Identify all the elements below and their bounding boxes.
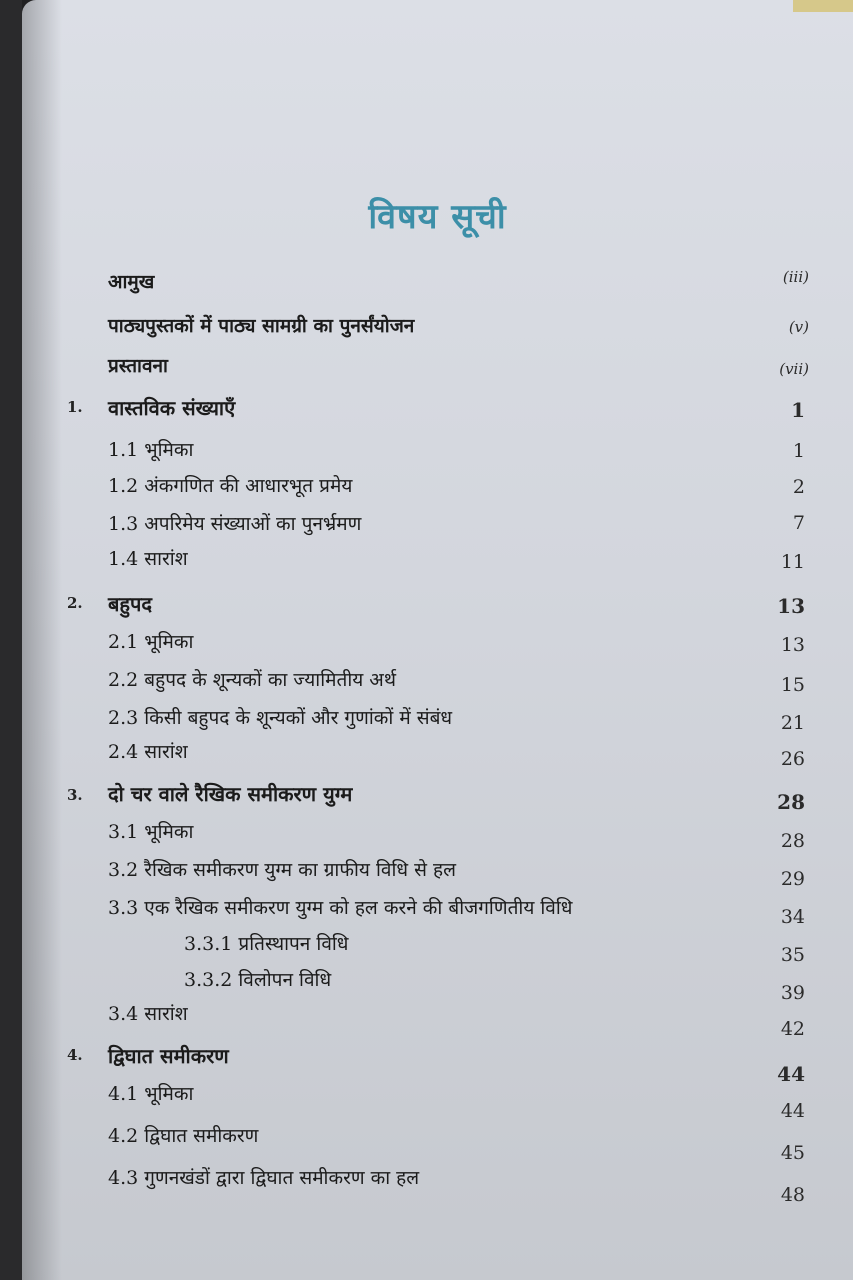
toc-chapter [22, 590, 853, 620]
section-page: 48 [780, 1184, 805, 1206]
section-page: 29 [780, 868, 805, 890]
section-label: 4.2 द्विघात समीकरण [108, 1125, 259, 1147]
section-label: 3.2 रैखिक समीकरण युग्म का ग्राफीय विधि से हल [108, 859, 456, 881]
toc-section [22, 666, 853, 696]
section-label: 4.1 भूमिका [108, 1083, 194, 1105]
toc-section [22, 472, 853, 502]
section-label: 2.2 बहुपद के शून्यकों का ज्यामितीय अर्थ [108, 669, 396, 691]
toc-section [22, 818, 853, 852]
section-page: 21 [780, 712, 805, 734]
section-page: 1 [792, 440, 805, 462]
section-page: 7 [792, 512, 805, 534]
chapter-page: 44 [777, 1062, 805, 1086]
toc-entry-label: आमुख [108, 271, 155, 293]
section-label: 3.4 सारांश [108, 1003, 188, 1025]
cover-edge [793, 0, 853, 12]
toc-chapter [22, 1042, 853, 1086]
section-label: 1.3 अपरिमेय संख्याओं का पुनर्भ्रमण [108, 513, 362, 535]
toc-chapter [22, 780, 853, 814]
section-page: 26 [780, 748, 805, 770]
section-label: 1.4 सारांश [108, 548, 188, 570]
book-page [22, 0, 853, 1280]
toc-entry-page: (iii) [782, 268, 809, 286]
chapter-page: 13 [777, 594, 805, 618]
toc-section [22, 1122, 853, 1164]
chapter-title: बहुपद [108, 592, 153, 616]
chapter-page: 1 [791, 398, 805, 422]
toc-section [22, 856, 853, 890]
section-page: 44 [780, 1100, 805, 1122]
chapter-title: दो चर वाले रैखिक समीकरण युग्म [108, 782, 353, 806]
toc-section [22, 738, 853, 768]
toc-entry-label: प्रस्तावना [108, 355, 168, 377]
chapter-number: 1. [67, 398, 83, 416]
section-page: 42 [780, 1018, 805, 1040]
toc-chapter [22, 394, 853, 424]
section-page: 28 [780, 830, 805, 852]
chapter-title: वास्तविक संख्याएँ [108, 396, 236, 420]
section-page: 15 [780, 674, 805, 696]
subsection-label: 3.3.2 विलोपन विधि [184, 969, 332, 991]
toc-section [22, 545, 853, 575]
toc-section [22, 1080, 853, 1122]
chapter-page: 28 [777, 790, 805, 814]
section-page: 2 [792, 476, 805, 498]
section-label: 4.3 गुणनखंडों द्वारा द्विघात समीकरण का हल [108, 1167, 420, 1189]
toc-section [22, 628, 853, 658]
section-label: 1.2 अंकगणित की आधारभूत प्रमेय [108, 475, 353, 497]
section-label: 2.1 भूमिका [108, 631, 194, 653]
subsection-page: 35 [780, 944, 805, 966]
section-label: 1.1 भूमिका [108, 439, 194, 461]
toc-entry-page: (v) [788, 318, 809, 336]
page-title: विषय सूची [368, 197, 507, 237]
toc-entry-prelim [22, 268, 853, 298]
section-label: 3.1 भूमिका [108, 821, 194, 843]
chapter-number: 2. [67, 594, 83, 612]
section-page: 11 [780, 551, 805, 573]
section-page: 45 [780, 1142, 805, 1164]
toc-entry-prelim [22, 352, 853, 382]
chapter-number: 3. [67, 786, 83, 804]
toc-section [22, 704, 853, 734]
subsection-page: 39 [780, 982, 805, 1004]
toc-section [22, 1164, 853, 1206]
toc-entry-label: पाठ्यपुस्तकों में पाठ्य सामग्री का पुनर्संयोजन [108, 315, 415, 337]
toc-section [22, 1000, 853, 1040]
chapter-title: द्विघात समीकरण [108, 1044, 229, 1068]
section-page: 34 [780, 906, 805, 928]
toc-section [22, 894, 853, 928]
chapter-number: 4. [67, 1046, 83, 1064]
toc-section [22, 510, 853, 540]
section-label: 3.3 एक रैखिक समीकरण युग्म को हल करने की बीजगणितीय विधि [108, 897, 573, 919]
subsection-label: 3.3.1 प्रतिस्थापन विधि [184, 933, 349, 955]
toc-subsection [22, 930, 853, 966]
toc-entry-page: (vii) [779, 360, 809, 378]
section-label: 2.4 सारांश [108, 741, 188, 763]
section-page: 13 [780, 634, 805, 656]
toc-entry-prelim [22, 312, 853, 342]
toc-section [22, 436, 853, 466]
section-label: 2.3 किसी बहुपद के शून्यकों और गुणांकों में संबंध [108, 707, 453, 729]
toc-subsection [22, 966, 853, 1004]
